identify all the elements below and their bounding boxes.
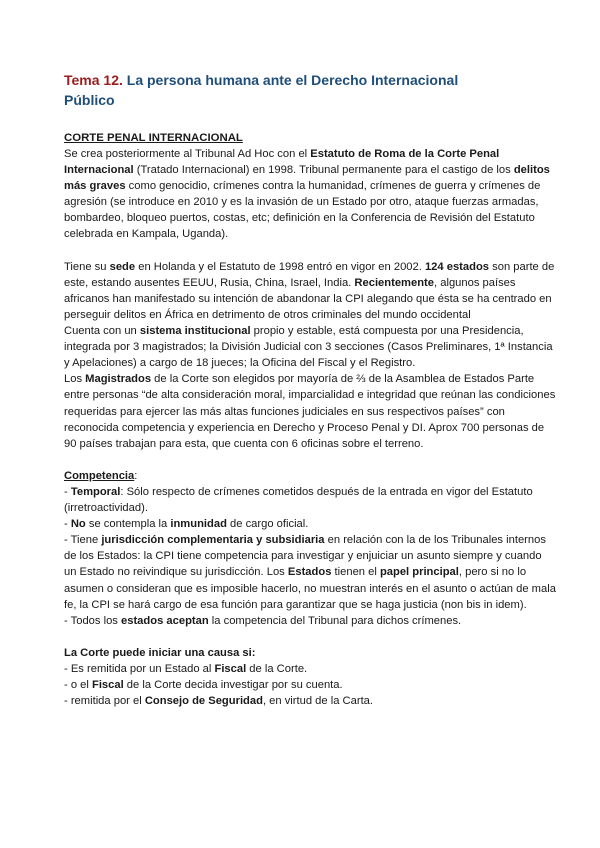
text-run: : Sólo respecto de crímenes cometidos después de la entrada en vigor del Estatuto (irretroactividad). — [64, 485, 533, 515]
text-run: son parte de este, estando ausentes EEUU, Rusia, China, Israel, India. — [64, 260, 555, 289]
text-run: propio y estable, está compuesta por una Presidencia, integrada por 3 magistrados; la División Judicial con 3 secciones (Casos Preliminares, 1ª Instancia y Apelaciones) a cargo de 18 jueces; la Oficina del Fiscal y el Registro. — [64, 325, 553, 370]
spacer — [64, 629, 556, 645]
bold-run: papel principal — [379, 566, 459, 579]
bold-run: Temporal — [70, 485, 121, 498]
bold-run: Recientemente — [354, 276, 435, 289]
section-heading-causa — [64, 645, 556, 661]
text-run: de cargo oficial. — [226, 518, 309, 531]
text-run: - — [64, 485, 71, 498]
bold-run: No — [70, 518, 86, 531]
text-run: de la Corte. — [246, 663, 308, 675]
title-text: La persona humana ante el Derecho Internacional Público — [64, 72, 459, 108]
bold-run: 124 estados — [424, 260, 490, 273]
list-item-inmunidad — [64, 516, 556, 532]
bold-run: estados aceptan — [121, 614, 209, 627]
bold-run: jurisdicción complementaria y subsidiaria — [101, 534, 325, 547]
heading-run: Competencia — [64, 469, 135, 482]
heading-run: La Corte puede iniciar una causa si: — [64, 646, 256, 659]
list-item-jurisdiccion — [64, 532, 556, 612]
page-title — [64, 70, 484, 110]
section-heading-cpi: CORTE PENAL INTERNACIONAL — [64, 132, 243, 144]
title-number: Tema 12. — [64, 72, 123, 88]
list-item-estado — [64, 661, 556, 677]
spacer — [64, 243, 556, 259]
bold-run: Fiscal — [214, 663, 247, 675]
text-run: Se crea posteriormente al Tribunal Ad Hoc con el — [64, 148, 311, 160]
section-heading-competencia — [64, 468, 556, 484]
bold-run: sistema institucional — [139, 325, 251, 338]
text-run: de la Corte son elegidos por mayoría de ⅔ de la Asamblea de Estados Parte entre personas “de alta consideración moral, imparcialidad e integridad que reúnan las condiciones requeridas para ejercer las más altas funciones judiciales en sus respectivos países” con reconocida competencia y experiencia en Derecho y Proceso Penal y DI. Aprox 700 personas de 90 países trabajan para esta, que cuenta con 6 oficinas sobre el terreno. — [64, 373, 556, 450]
text-run: , pero si no lo asumen o consideran que es imposible hacerlo, no muestran interés en el asunto o actúan de mala fe, la CPI se hará cargo de esa función para garantizar que se haga justicia (non bis in idem). — [64, 566, 556, 611]
list-item-consejo — [64, 693, 556, 709]
bold-run: inmunidad — [170, 518, 227, 531]
paragraph-sede — [64, 259, 556, 323]
paragraph-magistrados — [64, 371, 556, 451]
text-run: , algunos países africanos han manifestado su intención de abandonar la CPI alegando que ésta se ha centrado en perseguir delitos en África en detrimento de otros criminales del mundo occidental — [64, 276, 552, 321]
text-run: - Todos los — [64, 614, 122, 627]
bold-run: Fiscal — [91, 679, 124, 692]
bold-run: Magistrados — [85, 373, 152, 386]
text-run: en relación con la de los Tribunales internos de los Estados: la CPI tiene competencia para investigar y enjuiciar un asunto siempre y cuando un Estado no reivindique su jurisdicción. Los — [64, 534, 546, 579]
paragraph-sistema — [64, 323, 556, 371]
paragraph-estatuto — [64, 146, 556, 243]
list-item-estados-aceptan — [64, 613, 556, 629]
bold-run: delitos más graves — [64, 164, 550, 193]
bold-run: Estatuto de Roma de la Corte Penal Internacional — [64, 148, 500, 177]
text-run: - — [64, 518, 71, 531]
text-run: se contempla la — [85, 518, 171, 531]
text-run: - Es remitida por un Estado al — [64, 663, 215, 675]
text-run: Los — [64, 373, 86, 386]
text-run: : — [134, 469, 138, 482]
text-run: - remitida por el — [64, 695, 145, 708]
text-run: Tiene su — [64, 260, 110, 273]
text-run: , en virtud de la Carta. — [262, 695, 374, 708]
spacer — [64, 452, 556, 468]
bold-run: Consejo de Seguridad — [144, 695, 263, 708]
text-run: - o el — [64, 679, 92, 692]
text-run: tienen el — [331, 566, 380, 579]
list-item-temporal — [64, 484, 556, 516]
text-run: Cuenta con un — [64, 325, 140, 338]
text-run: de la Corte decida investigar por su cuenta. — [123, 679, 343, 692]
bold-run: sede — [109, 260, 136, 273]
list-item-fiscal — [64, 677, 556, 693]
text-run: (Tratado Internacional) en 1998. Tribunal permanente para el castigo de los — [133, 164, 514, 177]
text-run: la competencia del Tribunal para dichos crímenes. — [208, 614, 462, 627]
text-run: como genocidio, crímenes contra la humanidad, crímenes de guerra y crímenes de agresión (se introduce en 2010 y es la invasión de un Estado por otro, ataque fuerzas armadas, bombardeo, bloqueo puertos, costas, etc; definición en la Conferencia de Revisión del Estatuto celebrada en Kampala, Uganda). — [64, 180, 541, 241]
text-run: en Holanda y el Estatuto de 1998 entró en vigor en 2002. — [135, 260, 425, 273]
bold-run: Estados — [287, 566, 332, 579]
text-run: - Tiene — [64, 534, 102, 547]
